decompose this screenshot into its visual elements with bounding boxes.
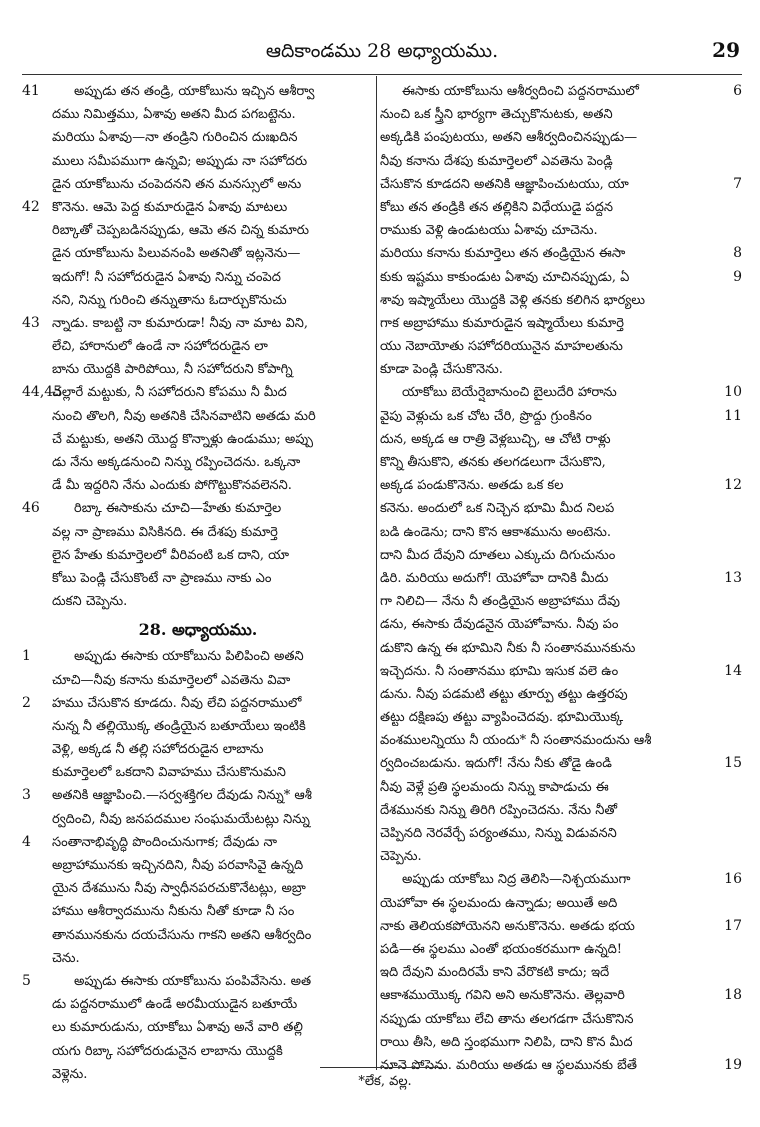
verse-number: 15 (724, 755, 742, 772)
verse-text: వంశములన్నియు నీ యందు* నీ సంతానమందును ఆశీ (380, 733, 652, 749)
verse-text: డు నేను అక్కడనుంచి నిన్ను రప్పించెదను. ఒక్కనా (52, 455, 301, 470)
verse-text: పడి—ఈ స్థలము ఎంతో భయంకరముగా ఉన్నది! (380, 941, 622, 957)
verse-line (22, 358, 374, 381)
verse-line (380, 729, 742, 752)
verse-text: నుంచి తొలగి, నీవు అతనికి చేసినవాటిని అతడు మరి (52, 408, 316, 424)
verse-text: దేశమునకు నిన్ను తిరిగి రప్పించెదను. నేను నీతో (380, 802, 618, 818)
verse-text: నని, నిన్ను గురించి తన్నుతాను ఓదార్చుకొనుచు (52, 292, 287, 308)
verse-text: చెప్పెను. (380, 849, 422, 865)
verse-text: దము నిమిత్తము, ఏశావు అతని మీద పగబట్టెను. (52, 107, 296, 123)
verse-text: శావు ఇష్మాయేలు యొద్దకి వెళ్లి తనకు కలిగిన భార్యలు (380, 292, 645, 308)
verse-line (380, 196, 742, 219)
verse-text: అప్పుడు ఈసాకు యాకోబును పంపివేసెను. అత (74, 973, 312, 989)
verse-text: మరియు ఏశావు—నా తండ్రిని గురించిన దుఃఖదిన (52, 130, 298, 146)
verse-text: నున్న నీ తల్లియొక్క తండ్రియైన బతూయేలు ఇంటికి (52, 718, 306, 734)
verse-number: 44,45 (22, 384, 63, 401)
verse-line (380, 405, 742, 428)
verse-line (22, 645, 374, 668)
verse-line (380, 474, 742, 497)
verse-line (380, 892, 742, 915)
verse-line (380, 521, 742, 544)
verse-text: లేచి, హారానులో ఉండే నా సహోదరుడైన లా (52, 339, 268, 355)
verse-line (380, 776, 742, 799)
verse-line (22, 808, 374, 831)
verse-number: 9 (733, 268, 742, 285)
verse-line (380, 428, 742, 451)
verse-number: 11 (724, 407, 742, 424)
verse-number: 3 (22, 787, 31, 804)
verse-line (22, 784, 374, 807)
verse-line (22, 715, 374, 738)
verse-line (380, 868, 742, 891)
verse-text: చూచి—నీవు కనాను కుమార్తెలలో ఎవతెను వివా (52, 672, 291, 688)
verse-line (22, 497, 374, 520)
verse-number: 12 (724, 477, 742, 494)
verse-line (380, 706, 742, 729)
verse-line (380, 312, 742, 335)
verse-line (380, 150, 742, 173)
verse-text: ఇదుగో! నీ సహోదరుడైన ఏశావు నిన్ను చంపెద (52, 269, 281, 285)
verse-text: లైన హేతు కుమార్తెలలో వీరివంటి ఒక దాని, యా (52, 547, 290, 563)
verse-text: హాము ఆశీర్వాదమును నీకును నీతో కూడా నీ సం (52, 904, 295, 920)
verse-text: వెళ్లెను. (52, 1066, 88, 1082)
verse-text: కనెను. అందులో ఒక నిచ్చెన భూమి మీద నిలప (380, 501, 615, 517)
verse-line (22, 900, 374, 923)
verse-line (22, 289, 374, 312)
verse-line (380, 219, 742, 242)
verse-line (22, 335, 374, 358)
verse-text: కూడా పెండ్లి చేసుకొనెను. (380, 362, 503, 378)
verse-text: అప్పుడు యాకోబు నిద్ర తెలిసి—నిశ్చయముగా (402, 872, 631, 888)
verse-number: 2 (22, 694, 31, 711)
verse-text: యైన దేశమును నీవు స్వాధీనపరచుకొనేటట్లు, అబ్రా (52, 881, 306, 897)
verse-text: కుకు ఇష్టము కాకుండుట ఏశావు చూచినప్పుడు, ఏ (380, 269, 630, 285)
verse-text: రిబ్కా ఈసాకును చూచి—హేతు కుమార్తెల (74, 501, 282, 517)
verse-text: నప్పుడు యాకోబు లేచి తాను తలగడగా చేసుకొనిన (380, 1011, 634, 1027)
verse-line (380, 613, 742, 636)
verse-line (380, 497, 742, 520)
verse-number: 41 (22, 83, 40, 99)
verse-text: కొనెను. ఆమె పెద్ద కుమారుడైన ఏశావు మాటలు (52, 199, 288, 215)
verse-line (22, 877, 374, 900)
verse-text: నీవు వెళ్లే ప్రతి స్థలమందు నిన్ను కాపాడుచు ఈ (380, 779, 609, 795)
verse-line (380, 451, 742, 474)
verse-line (22, 854, 374, 877)
verse-line (380, 103, 742, 126)
verse-text: డుకొని ఉన్న ఈ భూమిని నీకు నీ సంతానమునకును (380, 640, 636, 656)
page-title: ఆదికాండము 28 అధ్యాయము. (265, 40, 499, 62)
verse-number: 16 (724, 871, 742, 888)
column-divider (376, 76, 377, 1070)
verse-line (22, 80, 374, 103)
verse-line (380, 358, 742, 381)
verse-line (22, 451, 374, 474)
verse-line (380, 683, 742, 706)
verse-line (380, 961, 742, 984)
verse-text: మరియు కనాను కుమార్తెలు తన తండ్రియైన ఈసా (380, 246, 626, 262)
verse-text: ములు సమీపముగా ఉన్నవి; అప్పుడు నా సహోదరు (52, 153, 308, 169)
verse-text: చేసుకొన కూడదని అతనికి ఆజ్ఞాపించుటయు, యా (380, 176, 629, 192)
verse-text: సంతానాభివృద్ధి పొందించునుగాక; దేవుడు నా (52, 834, 277, 850)
verse-text: బడి ఉండెను; దాని కొన ఆకాశమును అంటెను. (380, 524, 612, 540)
verse-line (22, 150, 374, 173)
verse-line (22, 474, 374, 497)
verse-text: రిబ్కాతో చెప్పబడినప్పుడు, ఆమె తన చిన్న కుమారు (52, 223, 309, 239)
verse-line (380, 381, 742, 404)
verse-line (22, 173, 374, 196)
verse-text: నుంచి ఒక స్త్రీని భార్యగా తెచ్చుకొనుటకు, అతని (380, 107, 613, 123)
verse-text: గా నిలిచి— నేను నీ తండ్రియైన అబ్రాహాము దేవు (380, 594, 620, 610)
verse-line (380, 126, 742, 149)
verse-line (22, 567, 374, 590)
verse-line (22, 1040, 374, 1063)
verse-line (22, 428, 374, 451)
verse-line (22, 761, 374, 784)
verse-number: 8 (733, 245, 742, 262)
verse-line (380, 660, 742, 683)
verse-line (22, 669, 374, 692)
verse-text: యెహోవా ఈ స్థలమందు ఉన్నాడు; అయితే అది (380, 895, 618, 911)
verse-number: 46 (22, 500, 40, 517)
verse-text: వల్ల నా ప్రాణము విసికినది. ఈ దేశపు కుమార్తె (52, 524, 278, 540)
left-text-block-2 (22, 645, 374, 1086)
verse-text: ఇచ్చెదను. నీ సంతానము భూమి ఇసుక వలె ఉం (380, 663, 619, 679)
verse-line (380, 984, 742, 1007)
verse-line (380, 567, 742, 590)
verse-number: 14 (724, 662, 742, 679)
verse-text: రాముకు వెళ్లి ఉండుటయు ఏశావు చూచెను. (380, 223, 598, 239)
verse-text: వైపు వెళ్లుచు ఒక చోట చేరి, ప్రొద్దు గ్రుంకినం (380, 408, 592, 424)
verse-line (380, 80, 742, 103)
verse-text: దుకని చెప్పెను. (52, 594, 128, 610)
verse-line (22, 381, 374, 404)
verse-line (380, 845, 742, 868)
verse-text: న్నాడు. కాబట్టి నా కుమారుడా! నీవు నా మాట విని, (52, 315, 308, 331)
verse-line (380, 242, 742, 265)
verse-number: 10 (724, 384, 742, 401)
verse-number: 5 (22, 972, 31, 989)
verse-line (22, 970, 374, 993)
verse-line (22, 312, 374, 335)
verse-text: యగు రిబ్కా సహోదరుడునైన లాబాను యొద్దకి (52, 1043, 283, 1059)
verse-line (22, 219, 374, 242)
verse-line (22, 947, 374, 970)
verse-line (22, 738, 374, 761)
left-text-block-1 (22, 80, 374, 613)
verse-line (22, 590, 374, 613)
verse-line (380, 1008, 742, 1031)
verse-line (22, 405, 374, 428)
verse-text: గాక అబ్రాహాము కుమారుడైన ఇష్మాయేలు కుమార్తె (380, 315, 624, 331)
verse-number: 7 (733, 175, 742, 192)
verse-text: తట్టు దక్షిణపు తట్టు వ్యాపించెదవు. భూమియొక్క (380, 710, 624, 726)
verse-text: కోబు పెండ్లి చేసుకొంటే నా ప్రాణము నాకు ఎం (52, 570, 272, 586)
verse-text: నూనె పోసెను. మరియు అతడు ఆ స్థలమునకు బేతే (380, 1057, 638, 1073)
verse-text: డైన యాకోబును చంపెదనని తన మనస్సులో అను (52, 176, 302, 192)
verse-line (22, 1016, 374, 1039)
verse-line (22, 266, 374, 289)
verse-line (22, 831, 374, 854)
verse-text: అతనికి ఆజ్ఞాపించి.—సర్వశక్తిగల దేవుడు నిన్ను* ఆశీ (52, 788, 312, 804)
verse-text: యు నెబాయోతు సహోదరియునైన మాహలతును (380, 339, 623, 355)
verse-text: డు పద్దనరాములో ఉండే అరమీయుడైన బతూయే (52, 997, 298, 1013)
verse-number: 6 (733, 83, 742, 99)
verse-line (22, 521, 374, 544)
verse-number: 19 (724, 1056, 742, 1073)
verse-text: అప్పుడు తన తండ్రి, యాకోబును ఇచ్చిన ఆశీర్వా (74, 84, 315, 99)
verse-text: ర్వదించబడును. ఇదుగో! నేను నీకు తోడై ఉండి (380, 756, 612, 772)
verse-text: చెను. (52, 950, 80, 966)
verse-line (22, 692, 374, 715)
footnote-divider (320, 1067, 444, 1068)
left-column (22, 80, 374, 1082)
verse-text: నీవు కనాను దేశపు కుమార్తెలలో ఎవతెను పెండ్లి (380, 153, 613, 169)
verse-text: డైన యాకోబును పిలువనంపి అతనితో ఇట్లనెను— (52, 246, 301, 262)
verse-line (380, 173, 742, 196)
verse-line (380, 289, 742, 312)
verse-text: చే మట్టుకు, అతని యొద్ద కొన్నాళ్లు ఉండుము; అప్పు (52, 431, 314, 447)
verse-line (380, 266, 742, 289)
verse-line (380, 915, 742, 938)
verse-line (22, 544, 374, 567)
page-header (22, 34, 742, 70)
verse-text: ఆకాశముయొక్క గవిని అని అనుకొనెను. తెల్లవారి (380, 988, 625, 1004)
verse-text: డును. నీవు పడమటి తట్టు తూర్పు తట్టు ఉత్తరపు (380, 686, 628, 702)
footnote: *లేక, వల్ల. (358, 1074, 412, 1089)
verse-text: కొన్ని తీసుకొని, తనకు తలగడలుగా చేసుకొని, (380, 455, 606, 470)
verse-line (380, 637, 742, 660)
verse-text: చల్లారే మట్టుకు, నీ సహోదరుని కోపము నీ మీద (52, 385, 287, 401)
verse-text: హము చేసుకొన కూడదు. నీవు లేచి పద్దనరాములో (52, 695, 302, 711)
chapter-heading: 28. అధ్యాయము. (138, 620, 258, 640)
verse-text: రాయి తీసి, అది స్తంభముగా నిలిపి, దాని కొన మీద (380, 1034, 633, 1050)
verse-text: అప్పుడు ఈసాకు యాకోబును పిలిపించి అతని (74, 649, 304, 665)
verse-number: 4 (22, 833, 31, 850)
verse-line (380, 822, 742, 845)
verse-line (380, 335, 742, 358)
verse-text: బాను యొద్దకి పారిపోయి, నీ సహోదరుని కోపాగ్ని (52, 362, 293, 378)
verse-text: ఇది దేవుని మందిరమే కాని వేరొకటి కాదు; ఇదే (380, 965, 610, 981)
verse-number: 13 (724, 569, 742, 586)
verse-text: కుమార్తెలలో ఒకదాని వివాహము చేసుకొనుమని (52, 765, 286, 781)
verse-line (380, 799, 742, 822)
verse-line (380, 752, 742, 775)
verse-text: యాకోబు బెయేర్షెబానుంచి బైలుదేరి హారాను (402, 385, 617, 401)
verse-number: 1 (22, 648, 31, 665)
verse-text: కోబు తన తండ్రికి తన తల్లికిని విధేయుడై పద్దన (380, 199, 614, 215)
verse-text: నాకు తెలియకపోయెనని అనుకొనెను. అతడు భయ (380, 918, 635, 934)
verse-text: తానమునకును దయచేసును గాకని అతని ఆశీర్వదిం (52, 927, 312, 943)
verse-line (22, 196, 374, 219)
verse-line (380, 938, 742, 961)
verse-line (380, 1031, 742, 1054)
verse-number: 17 (724, 917, 742, 934)
verse-text: ర్వదించి, నీవు జనపదముల సంఘమయేటట్లు నిన్ను (52, 811, 310, 827)
verse-text: డిరి. మరియు అదుగో! యెహోవా దానికి మీదు (380, 570, 609, 586)
verse-text: లు కుమారుడును, యాకోబు ఏశావు అనే వారి తల్లి (52, 1020, 303, 1036)
page-number: 29 (712, 38, 740, 62)
verse-line (22, 924, 374, 947)
verse-line (380, 590, 742, 613)
verse-line (22, 993, 374, 1016)
verse-text: ఈసాకు యాకోబును ఆశీర్వదించి పద్దనరాములో (402, 84, 639, 99)
verse-line (22, 103, 374, 126)
verse-text: అబ్రాహామునకు ఇచ్చినదిని, నీవు పరవాసివై ఉన్నది (52, 858, 304, 873)
verse-line (22, 126, 374, 149)
right-column (380, 80, 742, 1073)
verse-text: వెళ్లి, అక్కడ నీ తల్లి సహోదరుడైన లాబాను (52, 742, 264, 758)
verse-line (22, 242, 374, 265)
verse-line (380, 544, 742, 567)
verse-text: దున, అక్కడ ఆ రాత్రి వెళ్లబుచ్చి, ఆ చోటి రాళ్లు (380, 431, 611, 447)
verse-number: 18 (724, 987, 742, 1004)
verse-text: డను, ఈసాకు దేవుడనైన యెహోవాను. నీవు పం (380, 617, 619, 633)
verse-text: అక్కడికి పంపుటయు, అతని ఆశీర్వదించినప్పుడు— (380, 130, 638, 146)
verse-text: చెప్పినది నెరవేర్చే పర్యంతము, నిన్ను విడువనని (380, 826, 617, 841)
header-divider (22, 74, 742, 75)
verse-number: 43 (22, 314, 40, 331)
verse-text: అక్కడ పండుకొనెను. అతడు ఒక కల (380, 478, 564, 494)
verse-text: డే మీ ఇద్దరిని నేను ఎందుకు పోగొట్టుకొనవలెనని. (52, 478, 292, 494)
verse-text: దాని మీద దేవుని దూతలు ఎక్కుచు దిగుచునుం (380, 547, 616, 563)
right-text-block (380, 80, 742, 1077)
verse-number: 42 (22, 198, 40, 215)
